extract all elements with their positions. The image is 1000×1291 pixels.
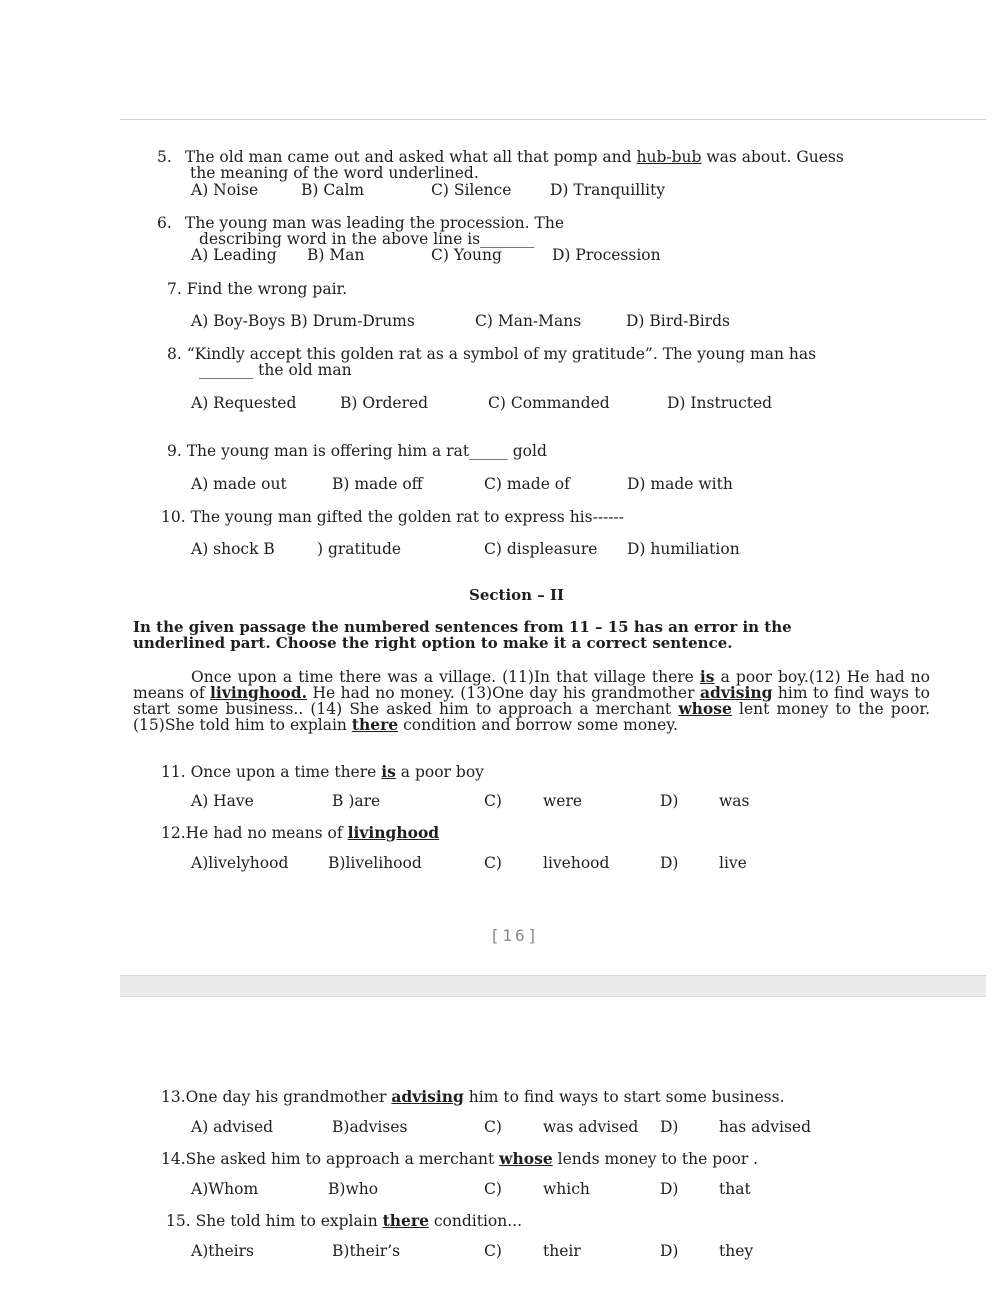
q9-option-a: A) made out [191, 475, 287, 493]
q11-option-b: B )are [332, 792, 381, 810]
q15-option-a: A)theirs [191, 1242, 254, 1260]
q11-option-c: were [543, 792, 583, 810]
q10-option-a: A) shock B [191, 540, 275, 558]
q8-question-line2: _______ the old man [199, 361, 352, 379]
q9-question: 9. The young man is offering him a rat_____ gold [167, 442, 547, 460]
q11-question: 11. Once upon a time there is a poor boy [161, 762, 484, 781]
q7-option-d: D) Bird-Birds [626, 312, 730, 330]
q5-question-line1: The old man came out and asked what all that pomp and hub-bub was about. Guess [185, 148, 844, 166]
q14-option-a: A)Whom [191, 1180, 259, 1198]
passage-underlined-advising: advising [699, 683, 773, 702]
q6-question-line2: describing word in the above line is_______ [199, 230, 535, 248]
q12-option-b: B)livelihood [328, 854, 422, 872]
q7-question: 7. Find the wrong pair. [167, 280, 348, 298]
passage-underlined-is: is [699, 667, 715, 686]
q12-option-c: livehood [543, 854, 610, 872]
q8-option-d: D) Instructed [667, 394, 773, 412]
passage-underlined-livinghood: livinghood. [210, 683, 308, 702]
q10-option-c: C) displeasure [484, 540, 598, 558]
q15-option-c-label: C) [484, 1242, 502, 1260]
q9-option-d: D) made with [627, 475, 733, 493]
q12-option-a: A)livelyhood [191, 854, 289, 872]
q14-question: 14.She asked him to approach a merchant whose lends money to the poor . [161, 1149, 759, 1168]
q12-option-c-label: C) [484, 854, 502, 872]
q13-question: 13.One day his grandmother advising him to find ways to start some business. [161, 1087, 785, 1106]
q8-option-a: A) Requested [191, 394, 297, 412]
q14-option-c: which [543, 1180, 590, 1198]
q6-option-c: C) Young [431, 246, 502, 264]
q5-option-a: A) Noise [191, 181, 259, 199]
page-separator [120, 975, 986, 997]
q7-option-ab: A) Boy-Boys B) Drum-Drums [191, 312, 415, 330]
q12-option-d: live [719, 854, 747, 872]
document-page-2 [0, 995, 1000, 1291]
q15-option-c: their [543, 1242, 581, 1260]
q14-option-c-label: C) [484, 1180, 502, 1198]
q10-option-b: ) gratitude [317, 540, 402, 558]
q15-question: 15. She told him to explain there condition... [166, 1211, 523, 1230]
q6-option-b: B) Man [307, 246, 365, 264]
section-title: Section – II [469, 586, 565, 604]
page-number: [16] [489, 926, 541, 945]
q13-option-d: has advised [719, 1118, 812, 1136]
q12-question: 12.He had no means of livinghood [161, 823, 440, 842]
passage-underlined-whose: whose [678, 699, 732, 718]
q5-question-line2: the meaning of the word underlined. [190, 164, 479, 182]
q5-option-d: D) Tranquillity [550, 181, 666, 199]
q13-option-a: A) advised [191, 1118, 274, 1136]
q15-option-d: they [719, 1242, 754, 1260]
q7-option-c: C) Man-Mans [475, 312, 582, 330]
page-top-divider [120, 119, 986, 120]
q5-option-b: B) Calm [301, 181, 365, 199]
q13-option-c: was advised [543, 1118, 639, 1136]
q5-option-c: C) Silence [431, 181, 512, 199]
section-instructions: In the given passage the numbered sentences from 11 – 15 has an error in the underlined part. Choose the right option to make it a correct sentence. [133, 618, 792, 652]
q14-option-b: B)who [328, 1180, 379, 1198]
q13-option-b: B)advises [332, 1118, 408, 1136]
q6-question-line1: The young man was leading the procession. The [185, 214, 565, 232]
q6-number: 6. [157, 214, 172, 232]
q13-option-c-label: C) [484, 1118, 502, 1136]
q5-number: 5. [157, 148, 172, 166]
q8-option-c: C) Commanded [488, 394, 610, 412]
q11-option-d-label: D) [660, 792, 679, 810]
q13-option-d-label: D) [660, 1118, 679, 1136]
q9-option-b: B) made off [332, 475, 423, 493]
q8-question-line1: 8. “Kindly accept this golden rat as a symbol of my gratitude”. The young man has [167, 345, 817, 363]
q10-question: 10. The young man gifted the golden rat to express his------ [161, 508, 625, 526]
q11-option-a: A) Have [191, 792, 254, 810]
q8-option-b: B) Ordered [340, 394, 429, 412]
q5-underlined-word: hub-bub [636, 148, 702, 166]
passage-underlined-there: there [351, 715, 399, 734]
q11-option-c-label: C) [484, 792, 502, 810]
q15-option-d-label: D) [660, 1242, 679, 1260]
reading-passage: Once upon a time there was a village. (11)In that village there is a poor boy.(12) He had no means of livinghood. He had no money. (13)One day his grandmother advising him to find ways to start some business.. (14) She asked him to approach a merchant whose lent money to the poor.(15)She told him to explain there condition and borrow some money. [133, 667, 930, 734]
q11-option-d: was [719, 792, 750, 810]
q15-option-b: B)their’s [332, 1242, 401, 1260]
q9-option-c: C) made of [484, 475, 570, 493]
q14-option-d-label: D) [660, 1180, 679, 1198]
q14-option-d: that [719, 1180, 751, 1198]
q10-option-d: D) humiliation [627, 540, 740, 558]
q6-option-d: D) Procession [552, 246, 661, 264]
q6-option-a: A) Leading [191, 246, 277, 264]
q12-option-d-label: D) [660, 854, 679, 872]
